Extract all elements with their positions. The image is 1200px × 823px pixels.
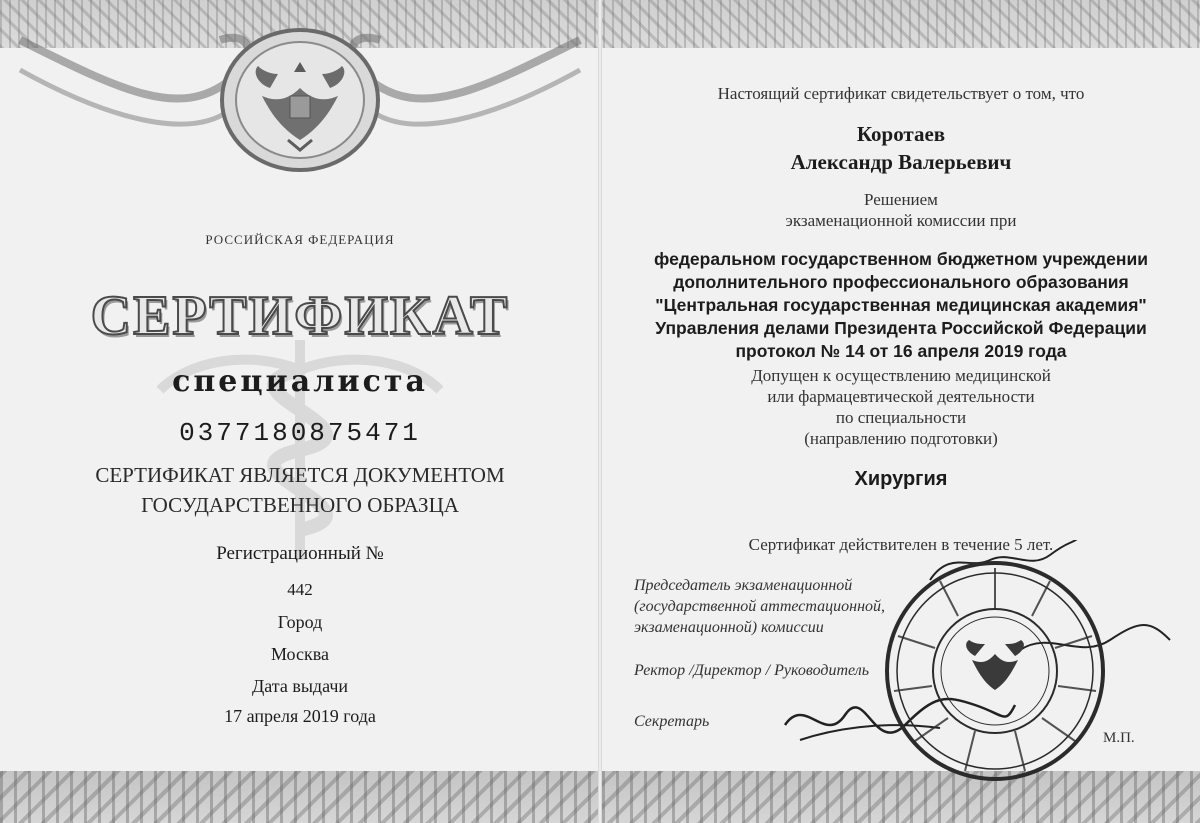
admission-line: по специальности — [835, 408, 967, 427]
country-label: РОССИЙСКАЯ ФЕДЕРАЦИЯ — [205, 232, 395, 247]
specialty-value: Хирургия — [854, 468, 948, 490]
decision-line-1: Решением — [864, 190, 938, 209]
serial-number: 0377180875471 — [179, 418, 421, 448]
certificate-title: СЕРТИФИКАТ — [90, 285, 510, 347]
decision-line-2: экзаменационной комиссии при — [785, 211, 1017, 230]
chair-label-line-2: (государственной аттестационной, — [634, 598, 886, 615]
registration-value: 442 — [287, 580, 313, 599]
city-value: Москва — [271, 644, 329, 664]
protocol-line: протокол № 14 от 16 апреля 2019 года — [735, 341, 1067, 361]
certifies-intro: Настоящий сертификат свидетельствует о том, что — [717, 84, 1085, 103]
chair-label-line-3: экзаменационной) комиссии — [634, 619, 824, 636]
organization-line: "Центральная государственная медицинская академия" — [655, 295, 1147, 315]
admission-line: (направлению подготовки) — [804, 429, 998, 448]
registration-label: Регистрационный № — [216, 543, 384, 564]
stamp-place-mark: М.П. — [1103, 730, 1135, 746]
admission-line: Допущен к осуществлению медицинской — [751, 366, 1051, 385]
organization-line: Управления делами Президента Российской Федерации — [655, 318, 1147, 338]
organization-line: федеральном государственном бюджетном учреждении — [654, 249, 1148, 269]
admission-line: или фармацевтической деятельности — [767, 387, 1035, 406]
state-document-line-2: ГОСУДАРСТВЕННОГО ОБРАЗЦА — [141, 493, 459, 517]
city-label: Город — [277, 612, 323, 632]
issue-date-value: 17 апреля 2019 года — [224, 706, 376, 726]
rector-label: Ректор /Директор / Руководитель — [634, 662, 870, 679]
issue-date-label: Дата выдачи — [251, 676, 349, 696]
official-stamp — [880, 556, 1110, 786]
coat-of-arms-emblem — [0, 0, 600, 200]
holder-given-names: Александр Валерьевич — [790, 150, 1012, 174]
validity-text: Сертификат действителен в течение 5 лет. — [748, 535, 1054, 554]
secretary-label: Секретарь — [634, 713, 710, 730]
holder-surname: Коротаев — [856, 122, 946, 146]
chair-label-line-1: Председатель экзаменационной — [634, 577, 853, 594]
state-document-line-1: СЕРТИФИКАТ ЯВЛЯЕТСЯ ДОКУМЕНТОМ — [95, 463, 505, 487]
organization-line: дополнительного профессионального образования — [673, 272, 1129, 292]
certificate-subtitle: специалиста — [172, 364, 428, 399]
